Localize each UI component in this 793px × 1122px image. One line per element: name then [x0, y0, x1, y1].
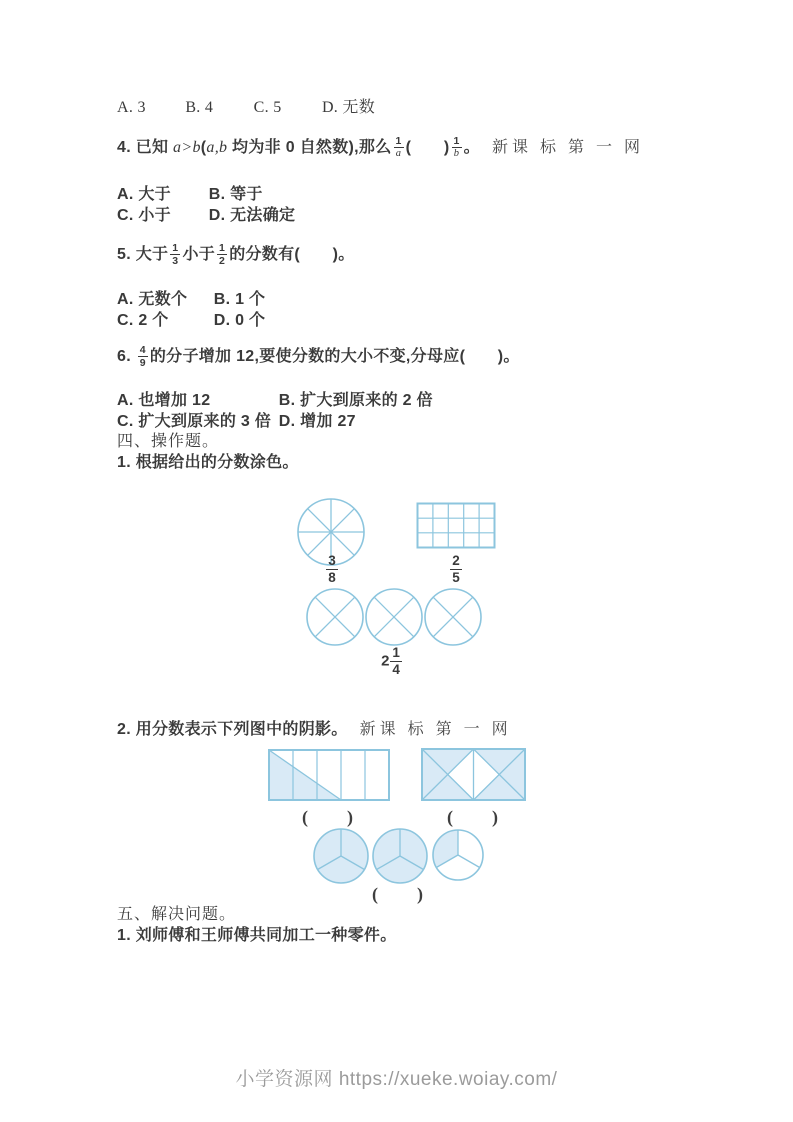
section-4-q1-label: 1. 根据给出的分数涂色。	[117, 454, 299, 471]
answer-paren-rect2: ( )	[447, 807, 499, 827]
fraction-1-over-b: $\frac{1}{b}$	[453, 135, 460, 160]
rect-fifths-shaded-diagram	[268, 749, 390, 801]
fraction-1-over-3: $\frac{1}{3}$	[172, 242, 179, 268]
circles-quarters-diagram	[305, 587, 485, 649]
fraction-1-over-a: $\frac{1}{a}$	[395, 135, 402, 160]
fraction-1-over-4: $\frac{1}{4}$	[392, 645, 400, 677]
q4-options-row-2	[117, 205, 295, 226]
rect-triangles-shaded-diagram	[421, 748, 526, 801]
site-footer: 小学资源网 https://xueke.woiay.com/	[235, 1069, 558, 1090]
answer-paren-circles: ( )	[372, 884, 424, 904]
q6-options-row-1	[117, 390, 433, 411]
q4-options-row-1	[117, 184, 263, 205]
q3-option-b: B. 4	[185, 99, 214, 116]
answer-paren-rect1: ( )	[302, 807, 354, 827]
label-two-fifths: $\frac{2}{5}$	[452, 553, 460, 585]
thirds-circle-3-one-third-shaded	[433, 830, 483, 880]
question-5-text: 5. 大于 $\frac{1}{3}$ 小于 $\frac{1}{2}$ 的分数有( )。	[117, 242, 355, 268]
fraction-1-over-2: $\frac{1}{2}$	[219, 242, 226, 268]
q5-option-b: B. 1 个	[213, 291, 266, 308]
circles-thirds-diagram	[312, 827, 488, 887]
q5-option-d: D. 0 个	[213, 312, 266, 329]
q5-option-a: A. 无数个	[117, 291, 188, 308]
q6-option-a: A. 也增加 12	[117, 392, 211, 409]
q4-option-d: D. 无法确定	[208, 207, 296, 224]
watermark-text: 新课 标 第 一 网	[491, 139, 644, 156]
q6-option-d: D. 增加 27	[278, 413, 356, 430]
question-6-text: 6. $\frac{4}{9}$ 的分子增加 12,要使分数的大小不变,分母应( )。	[117, 344, 520, 370]
q5-options-row-2	[117, 310, 265, 331]
question-4-text: 4. 已知 a>b(a,b 均为非 0 自然数),那么 $\frac{1}{a}$ ( ) $\frac{1}{b}$ 。 新课 标 第 一 网	[117, 135, 644, 160]
watermark-text-2: 新课 标 第 一 网	[359, 721, 512, 738]
q3-option-c: C. 5	[253, 99, 282, 116]
q3-option-a: A. 3	[117, 99, 146, 116]
section-5-q1-label: 1. 刘师傅和王师傅共同加工一种零件。	[117, 927, 397, 944]
q3-options-row	[117, 97, 375, 118]
fraction-4-over-9: $\frac{4}{9}$	[139, 344, 146, 370]
quarter-circle-3	[425, 589, 481, 645]
label-two-and-one-quarter: 2 $\frac{1}{4}$	[381, 645, 400, 677]
q6-option-c: C. 扩大到原来的 3 倍	[117, 413, 272, 430]
section-4-q2-label: 2. 用分数表示下列图中的阴影。 新课 标 第 一 网	[117, 721, 512, 738]
q3-option-d: D. 无数	[321, 99, 375, 116]
q5-option-c: C. 2 个	[117, 312, 169, 329]
q6-options-row-2	[117, 411, 356, 432]
q4-option-c: C. 小于	[117, 207, 171, 224]
label-three-eighths: $\frac{3}{8}$	[328, 553, 336, 585]
q5-options-row-1	[117, 289, 265, 310]
grid-5x3-diagram	[416, 502, 496, 549]
section-4-heading: 四、操作题。	[117, 433, 220, 450]
quarter-circle-1	[307, 589, 363, 645]
q6-option-b: B. 扩大到原来的 2 倍	[278, 392, 433, 409]
q4-option-b: B. 等于	[208, 186, 263, 203]
section-5-heading: 五、解决问题。	[117, 906, 237, 923]
thirds-circle-1-full-shaded	[314, 829, 368, 883]
q4-option-a: A. 大于	[117, 186, 171, 203]
thirds-circle-2-full-shaded	[373, 829, 427, 883]
quarter-circle-2	[366, 589, 422, 645]
